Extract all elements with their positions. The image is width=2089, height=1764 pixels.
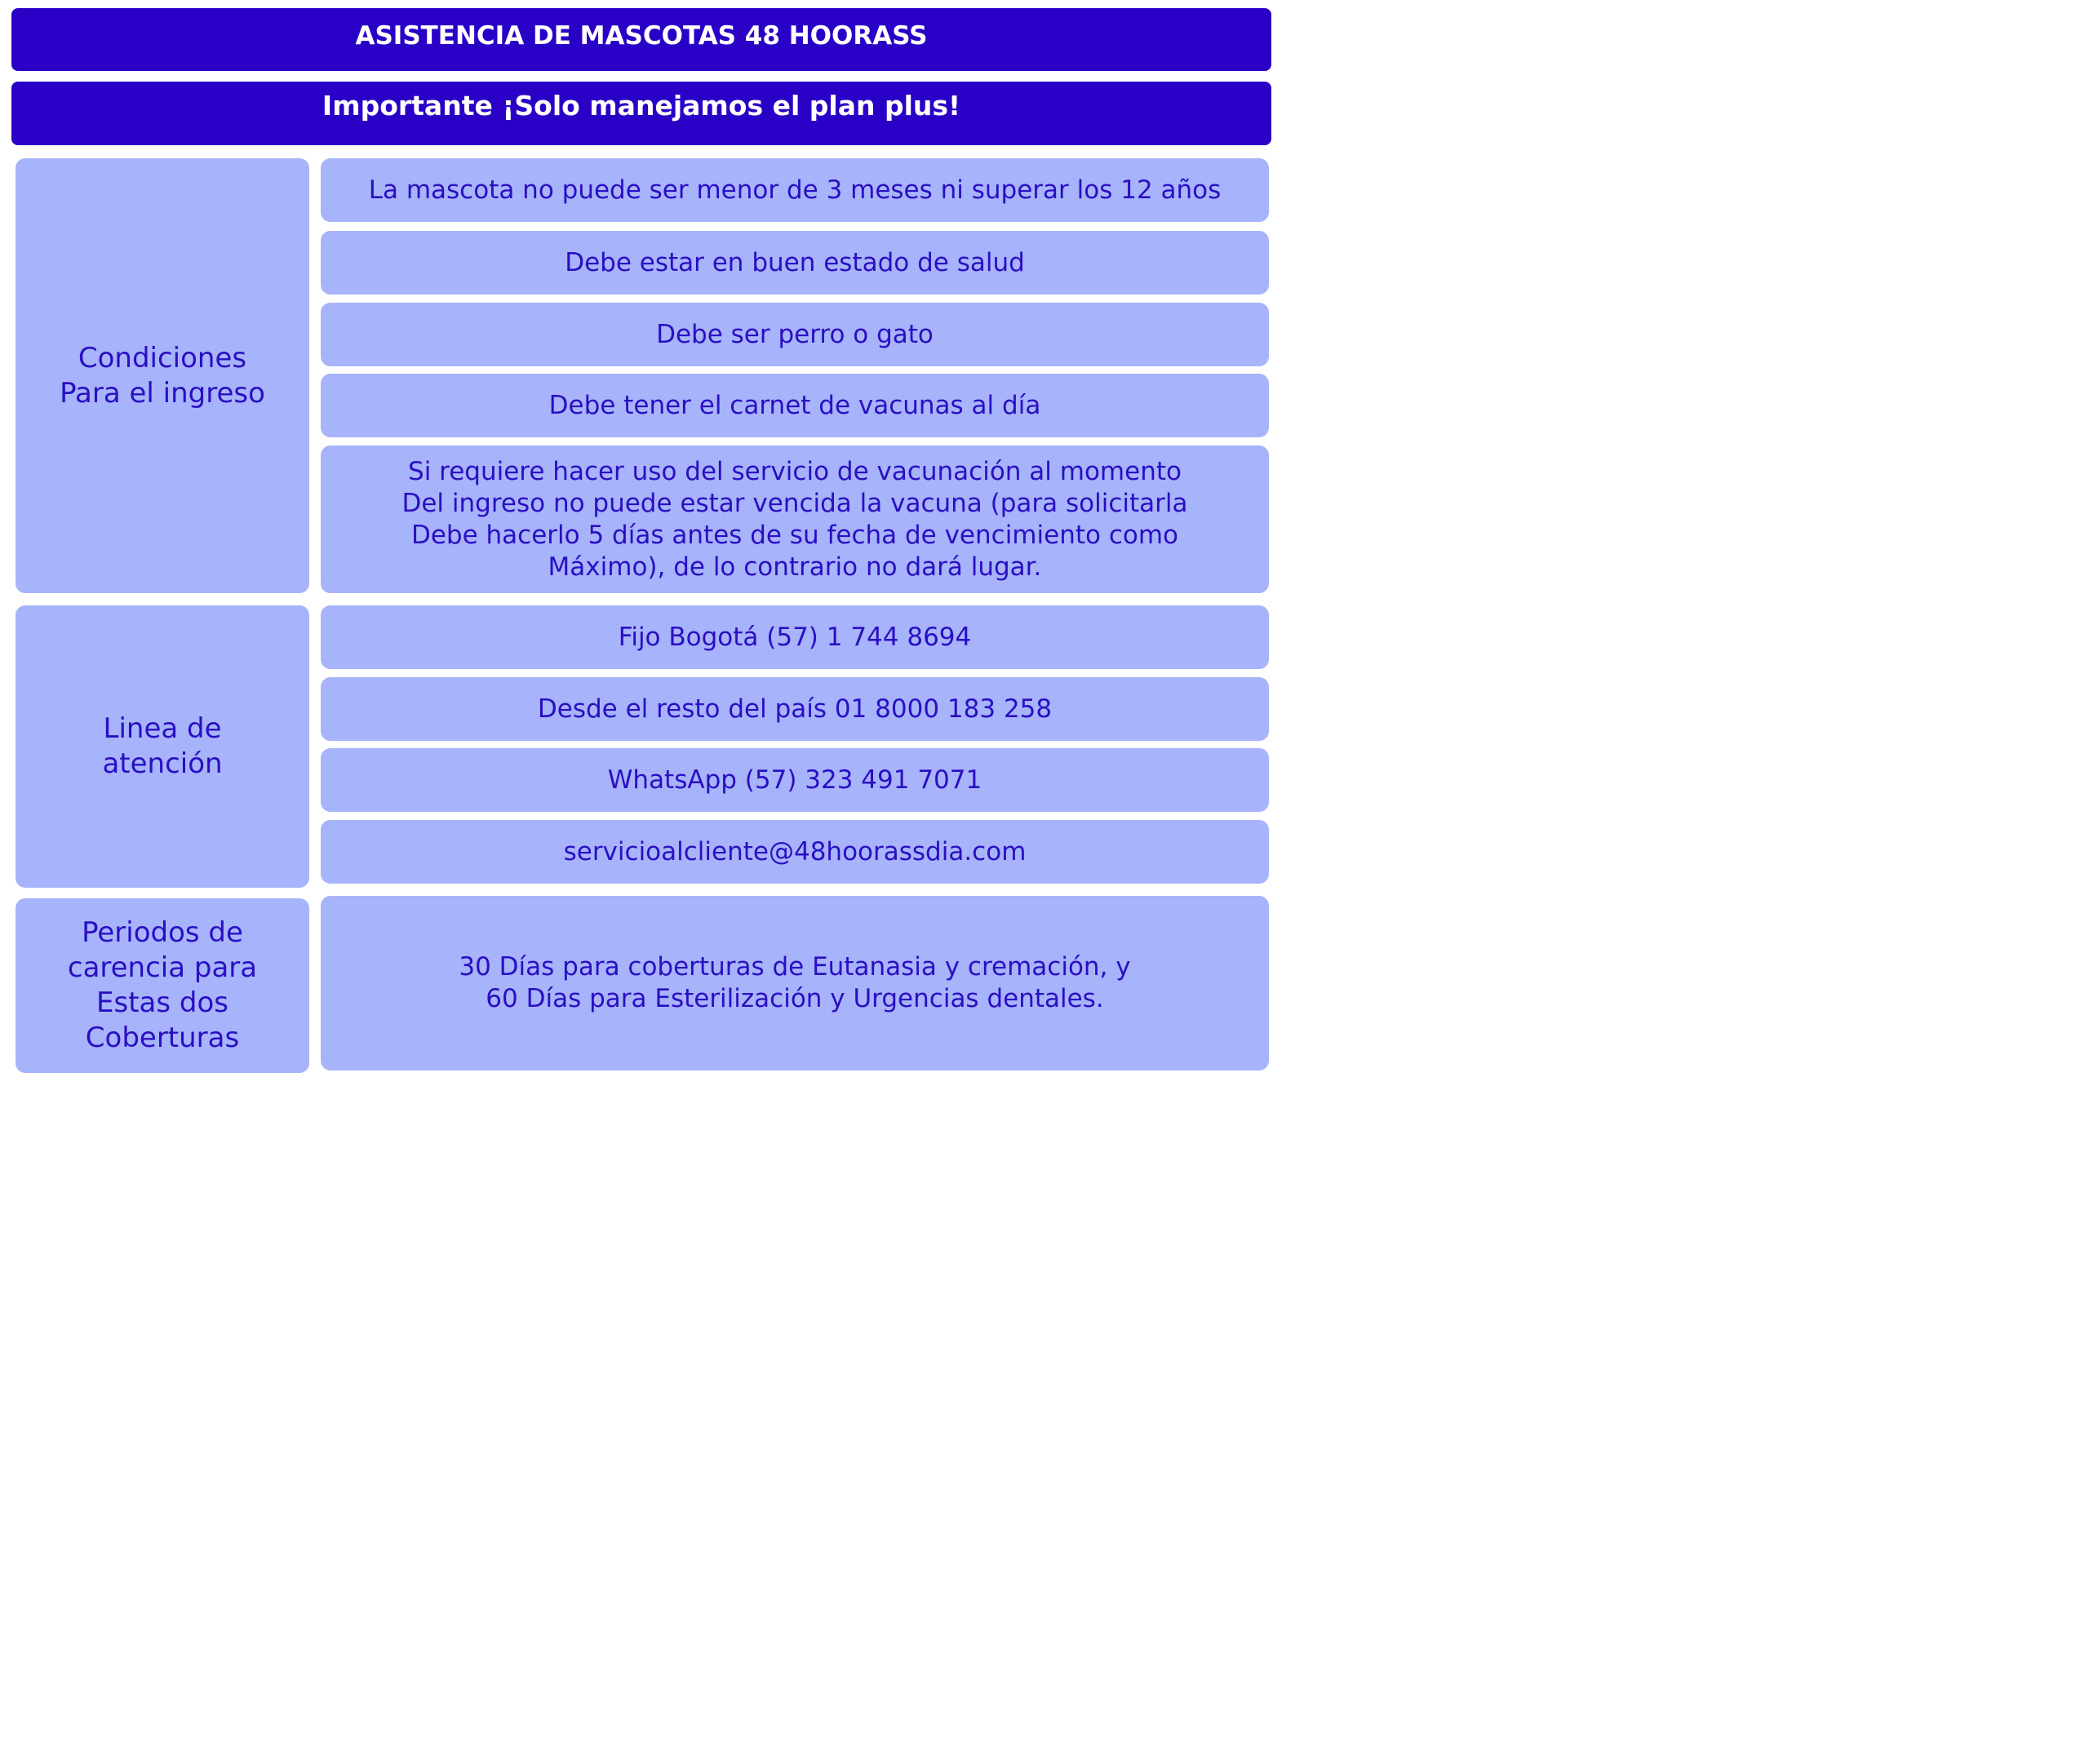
contact-line-label: Linea de atención [16, 605, 309, 888]
waiting-periods-label: Periodos de carencia para Estas dos Coberturas [16, 898, 309, 1073]
page-title: ASISTENCIA DE MASCOTAS 48 HOORASS [11, 8, 1271, 71]
condition-item-species: Debe ser perro o gato [321, 303, 1269, 366]
condition-item-age: La mascota no puede ser menor de 3 meses ni superar los 12 años [321, 158, 1269, 222]
waiting-periods-detail: 30 Días para coberturas de Eutanasia y cremación, y 60 Días para Esterilización y Urgencias dentales. [321, 896, 1269, 1070]
contact-item-email: servicioalcliente@48hoorassdia.com [321, 820, 1269, 884]
contact-item-whatsapp: WhatsApp (57) 323 491 7071 [321, 748, 1269, 812]
contact-item-national-phone: Desde el resto del país 01 8000 183 258 [321, 677, 1269, 741]
contact-item-bogota-phone: Fijo Bogotá (57) 1 744 8694 [321, 605, 1269, 669]
important-notice-banner: Importante ¡Solo manejamos el plan plus! [11, 82, 1271, 145]
condition-item-vaccines: Debe tener el carnet de vacunas al día [321, 374, 1269, 437]
condition-item-health: Debe estar en buen estado de salud [321, 231, 1269, 295]
condition-item-vaccination-service: Si requiere hacer uso del servicio de vacunación al momento Del ingreso no puede estar vencida la vacuna (para solicitarla Debe hacerlo 5 días antes de su fecha de vencimiento como Máximo), de lo contrario no dará lugar. [321, 445, 1269, 593]
conditions-label: Condiciones Para el ingreso [16, 158, 309, 593]
